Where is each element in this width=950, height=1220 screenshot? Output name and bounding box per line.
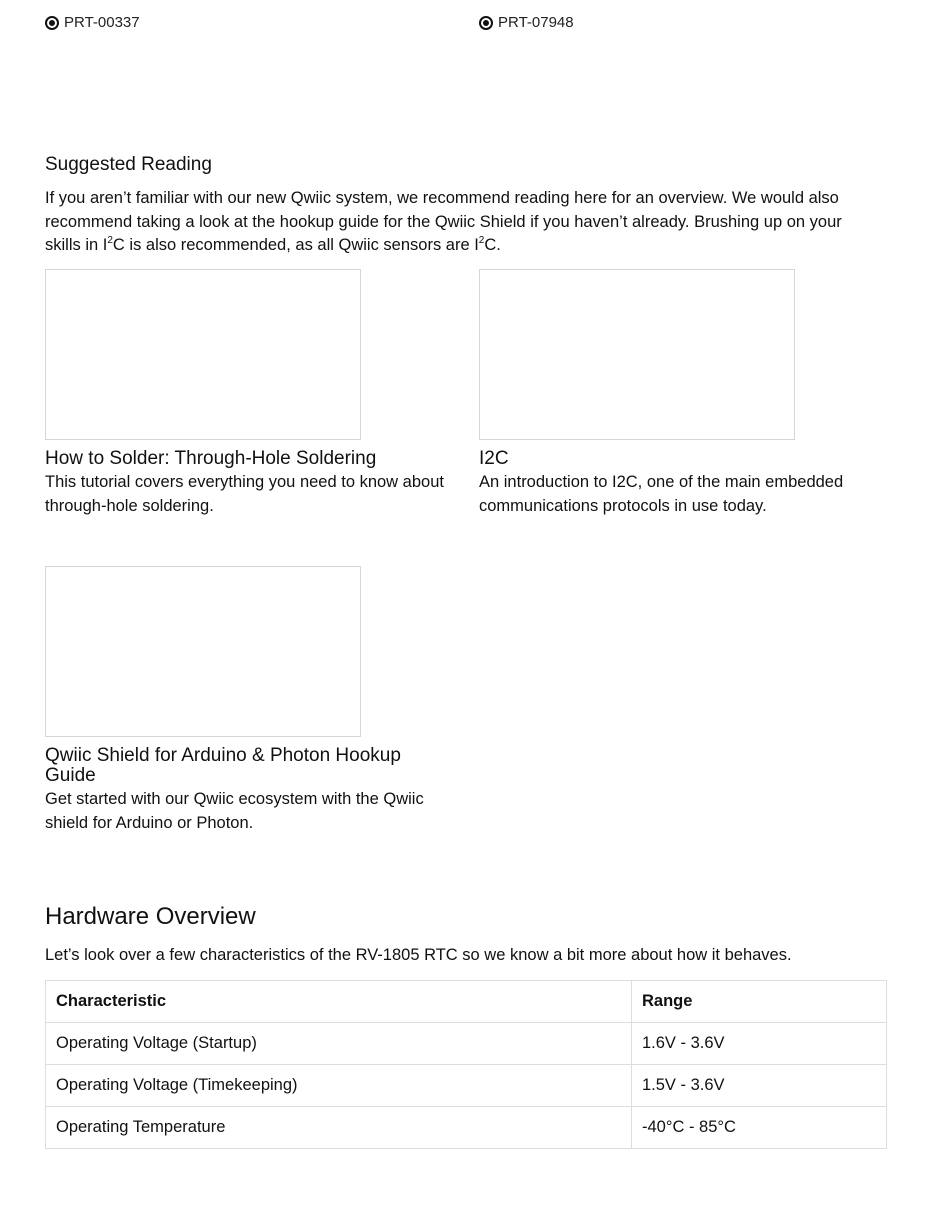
part-number: PRT-00337 <box>64 14 140 31</box>
column-header: Characteristic <box>46 981 632 1023</box>
tutorial-thumbnail[interactable] <box>45 269 361 440</box>
tutorial-card-qwiic-shield[interactable] <box>45 566 445 835</box>
tutorial-thumbnail[interactable] <box>45 566 361 737</box>
tutorial-title[interactable]: I2C <box>479 448 509 469</box>
suggested-reading-intro: If you aren’t familiar with our new Qwiic system, we recommend reading here for an overview. We would also recommend taking a look at the hookup guide for the Qwiic Shield if you haven’t already. Brushing up on your skills in $I^2C$ is also recommended, as all Qwiic sensors are $I^2C$. <box>45 189 842 254</box>
hardware-overview-intro: Let’s look over a few characteristics of the RV-1805 RTC so we know a bit more about how it behaves. <box>45 946 792 964</box>
table-cell: Operating Temperature <box>46 1107 632 1149</box>
tutorial-description: Get started with our Qwiic ecosystem with the Qwiic shield for Arduino or Photon. <box>45 790 424 832</box>
part-option-2[interactable] <box>479 14 574 31</box>
table-cell: 1.6V - 3.6V <box>632 1023 887 1065</box>
tutorial-thumbnail[interactable] <box>479 269 795 440</box>
tutorial-card-i2c[interactable] <box>479 269 899 518</box>
tutorial-title[interactable]: Qwiic Shield for Arduino & Photon Hookup Guide <box>45 745 401 786</box>
characteristics-table <box>45 980 887 1149</box>
tutorial-description: This tutorial covers everything you need to know about through-hole soldering. <box>45 473 444 515</box>
suggested-reading-heading: Suggested Reading <box>45 154 212 175</box>
table-cell: 1.5V - 3.6V <box>632 1065 887 1107</box>
part-option-1[interactable] <box>45 14 140 31</box>
tutorial-title[interactable]: How to Solder: Through-Hole Soldering <box>45 448 377 469</box>
table-row <box>46 1107 887 1149</box>
radio-selected-icon[interactable] <box>479 16 493 30</box>
tutorial-description: An introduction to I2C, one of the main embedded communications protocols in use today. <box>479 473 844 515</box>
tutorial-card-soldering[interactable] <box>45 269 465 518</box>
table-row <box>46 1023 887 1065</box>
table-cell: -40°C - 85°C <box>632 1107 887 1149</box>
table-row <box>46 1065 887 1107</box>
hardware-overview-heading: Hardware Overview <box>45 903 256 930</box>
part-number: PRT-07948 <box>498 14 574 31</box>
table-cell: Operating Voltage (Timekeeping) <box>46 1065 632 1107</box>
table-cell: Operating Voltage (Startup) <box>46 1023 632 1065</box>
table-header-row <box>46 981 887 1023</box>
column-header: Range <box>632 981 887 1023</box>
radio-selected-icon[interactable] <box>45 16 59 30</box>
